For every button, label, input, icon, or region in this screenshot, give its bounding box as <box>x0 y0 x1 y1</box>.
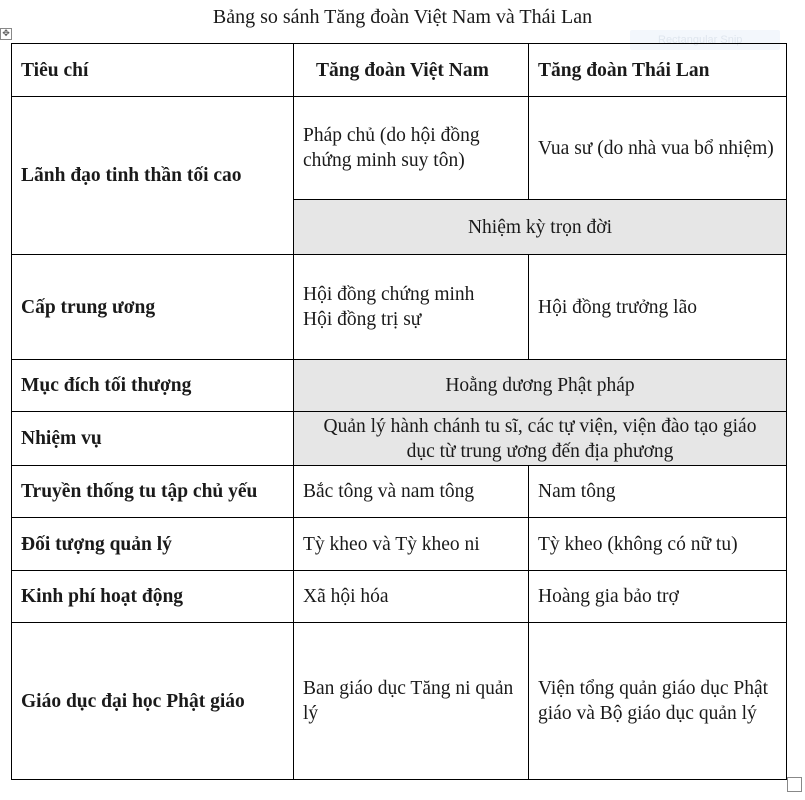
row-criterion: Nhiệm vụ <box>12 412 294 466</box>
cell-thailand: Vua sư (do nhà vua bổ nhiệm) <box>529 97 787 200</box>
cell-vietnam: Ban giáo dục Tăng ni quản lý <box>294 623 529 780</box>
comparison-table <box>11 43 787 780</box>
row-criterion: Mục đích tối thượng <box>12 360 294 412</box>
cell-vietnam: Xã hội hóa <box>294 571 529 623</box>
table-row <box>12 518 787 571</box>
cell-shared: Quản lý hành chánh tu sĩ, các tự viện, viện đào tạo giáo dục từ trung ương đến địa phương <box>294 412 787 466</box>
cell-shared: Nhiệm kỳ trọn đời <box>294 200 787 255</box>
table-row <box>12 360 787 412</box>
table-row <box>12 466 787 518</box>
row-criterion: Giáo dục đại học Phật giáo <box>12 623 294 780</box>
table-row <box>12 255 787 360</box>
cell-vietnam <box>294 255 529 360</box>
header-criterion: Tiêu chí <box>12 44 294 97</box>
row-criterion: Truyền thống tu tập chủ yếu <box>12 466 294 518</box>
cell-vietnam: Tỳ kheo và Tỳ kheo ni <box>294 518 529 571</box>
cell-vietnam: Bắc tông và nam tông <box>294 466 529 518</box>
cell-shared: Hoằng dương Phật pháp <box>294 360 787 412</box>
cell-thailand: Hội đồng trưởng lão <box>529 255 787 360</box>
row-criterion: Kinh phí hoạt động <box>12 571 294 623</box>
table-row <box>12 97 787 200</box>
row-criterion: Cấp trung ương <box>12 255 294 360</box>
table-header-row <box>12 44 787 97</box>
row-criterion: Đối tượng quản lý <box>12 518 294 571</box>
row-criterion: Lãnh đạo tinh thần tối cao <box>12 97 294 255</box>
table-row <box>12 412 787 466</box>
header-vietnam: Tăng đoàn Việt Nam <box>294 44 529 97</box>
cell-vietnam: Pháp chủ (do hội đồng chứng minh suy tôn) <box>294 97 529 200</box>
rectangular-snip-tooltip: Rectangular Snip <box>630 30 780 50</box>
cell-line: Hội đồng trị sự <box>303 309 422 330</box>
cell-thailand: Tỳ kheo (không có nữ tu) <box>529 518 787 571</box>
cell-line: Hội đồng chứng minh <box>303 284 475 305</box>
table-move-handle-icon[interactable]: ✥ <box>0 28 12 40</box>
table-row <box>12 571 787 623</box>
cell-thailand: Nam tông <box>529 466 787 518</box>
table-row <box>12 623 787 780</box>
header-thailand: Tăng đoàn Thái Lan <box>529 44 787 97</box>
cell-thailand: Hoàng gia bảo trợ <box>529 571 787 623</box>
table-caption: Bảng so sánh Tăng đoàn Việt Nam và Thái Lan <box>212 6 593 28</box>
table-resize-handle-icon[interactable] <box>787 777 802 792</box>
cell-thailand: Viện tổng quản giáo dục Phật giáo và Bộ giáo dục quản lý <box>529 623 787 780</box>
